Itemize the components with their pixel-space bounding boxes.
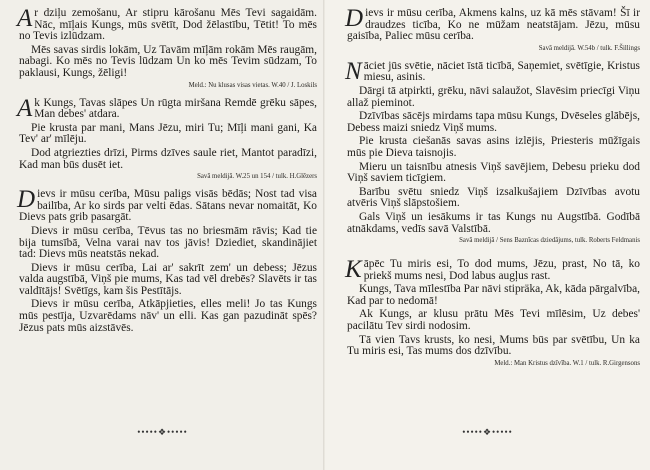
stanza-text: ievs ir mūsu cerība, Akmens kalns, uz kā mēs stāvam! Šī ir draudzes ticība, Ko ne mūžam neatstājam. Jēzu, mūsu gaisība, Paliec mūsu cerība. (347, 7, 640, 43)
stanza-text: r dziļu zemošanu, Ar stipru kārošanu Mēs Tevi sagaidām. Nāc, mīļais Kungs, mūs svētīt, Dod žēlastību, Tētit! To mēs no Tevis izlūdzam. (19, 7, 317, 43)
stanza: Barību svētu sniedz Viņš izsalkušajiem Dzīvības avotu atvēris Viņš slāpstošiem. (347, 185, 640, 210)
stanza: Gals Viņš un iesākums ir tas Kungs nu Augstībā. Godībā atnākdams, vedīs savā Valstībā. (347, 210, 640, 235)
stanza (17, 94, 317, 122)
hymn (17, 186, 317, 334)
stanza-text: k Kungs, Tavas slāpes Un rūgta miršana Remdē grēku sāpes, Man debes' atdara. (34, 96, 317, 121)
hymn (345, 256, 640, 368)
stanza: Mieru un taisnību atnesis Viņš savējiem, Debesu prieku dod Viņš saviem ticīgiem. (347, 160, 640, 185)
page-ornament: •••••❖••••• (137, 427, 188, 437)
stanza: Dārgi tā atpirkti, grēku, nāvi salaužot, Slavēsim priecīgi Viņu allaž pieminot. (347, 84, 640, 109)
stanza (17, 186, 317, 224)
stanza (345, 57, 640, 85)
stanza: Dod atgriezties drīzi, Pirms dzīves saule riet, Mantot paradīzi, Kad man būs dusēt iet. (19, 146, 317, 171)
stanza: Dievs ir mūsu cerība, Lai ar' sakrīt zem' un debess; Jēzus valda augstībā, Viņš pie mums, Kas tad vēl drebēs? Slavēts ir tas valdītājs! Svētīgs, kam šis Pestītājs. (19, 261, 317, 297)
stanza: Ak Kungs, ar klusu prātu Mēs Tevi mīlēsim, Uz debes' pacilātu Tev sirdi nodosim. (347, 308, 640, 333)
drop-cap: D (17, 186, 36, 214)
stanza: Tā vien Tavs krusts, ko nesi, Mums būs par svētību, Un ka Tu miris esi, Tas mums dos dzīvību. (347, 333, 640, 358)
hymn (345, 5, 640, 53)
drop-cap: A (17, 5, 33, 32)
stanza-text: ievs ir mūsu cerība, Mūsu paligs visās bēdās; Nost tad visa bailība, Ar ko sirds par velti ēdas. Sātans nevar nomaitāt, Ko Dievs pats grib pasargāt. (19, 188, 317, 224)
right-page (325, 0, 650, 470)
drop-cap: D (345, 5, 364, 32)
hymn-credit: Savā meldijā. W.54b / tulk. F.Šillings (538, 44, 640, 52)
stanza: Dzīvības sācējs mirdams tapa mūsu Kungs, Dvēseles glābējs, Debess maizi sniedz Viņš mums. (347, 110, 640, 134)
drop-cap: K (345, 256, 362, 284)
stanza: Pie krusta ciešanās savas asins izlējis, Priesteris mūžīgais mūs pie Dieva taisnojis. (347, 135, 640, 159)
stanza (345, 5, 640, 43)
hymn-credit: Savā meldijā. W.25 un 154 / tulk. H.Glēzers (197, 173, 317, 181)
hymn (17, 5, 317, 90)
stanza: Dievs ir mūsu cerība, Tēvus tas no briesmām rāvis; Kad tie bija tumsībā, Velna varai nav tos jāvis! Dziediet, skandinājiet tad: Dievs mūs neatstās nekad. (19, 224, 317, 261)
drop-cap: N (345, 57, 362, 85)
stanza (17, 5, 317, 43)
stanza: Mēs savas sirdis lokām, Uz Tavām mīļām rokām Mēs raugām, nabagi. Ko mēs no Tevis lūdzam Un ko mēs Tevim sūdzam, To paklausi, Kungs, žēligi! (19, 43, 317, 79)
hymn-credit: Meld.: Man Kristus dzīvība. W.1 / tulk. R.Girgensons (494, 359, 640, 367)
stanza-text: āciet jūs svētie, nāciet īstā ticībā, Saņemiet, svētīgie, Kristus miesu, asinis. (363, 59, 640, 84)
hymn (17, 94, 317, 182)
drop-cap: A (17, 94, 33, 122)
hymn-credit: Savā meldijā / Sens Baznīcas dziedājums, tulk. Roberts Feldmanis (459, 237, 640, 245)
stanza: Kungs, Tava mīlestība Par nāvi stipräka, Ak, kāda pārgalvība, Kad par to nedomā! (347, 283, 640, 307)
stanza-text: āpēc Tu miris esi, To dod mums, Jēzu, prast, No tā, ko priekš mums nesi, Dod labus augļus rast. (363, 258, 640, 282)
stanza: Dievs ir mūsu cerība, Atkāpjieties, elles meli! Jo tas Kungs mūs pestīja, Uzvarēdams nāv' un elli. Kas gan pazudināt spēs? Jēzus pats mūs aizstāvēs. (19, 298, 317, 334)
stanza (345, 256, 640, 284)
hymn (345, 57, 640, 245)
page-ornament: •••••❖••••• (462, 427, 513, 437)
hymn-credit: Meld.: Nu klusas visas vietas. W.40 / J. Loskils (188, 81, 317, 89)
stanza: Pie krusta par mani, Mans Jēzu, miri Tu; Mīļi mani gani, Ka Tev' ar' mīlēju. (19, 121, 317, 146)
